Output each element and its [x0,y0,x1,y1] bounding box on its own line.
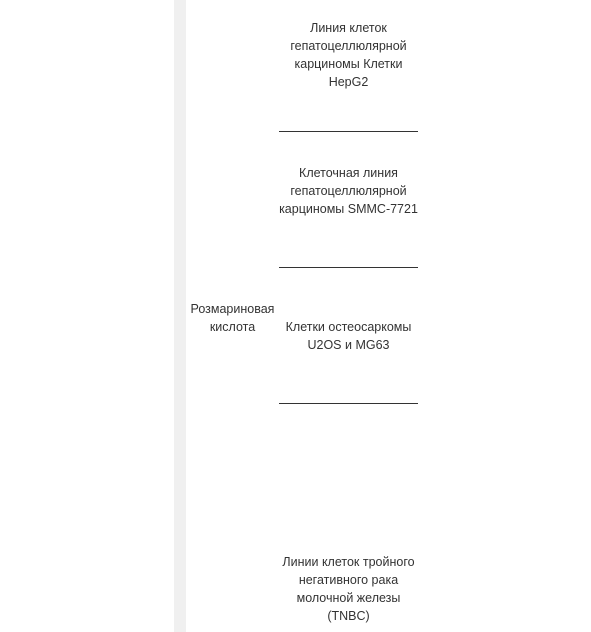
row-divider [279,131,418,132]
compound-column [186,0,279,632]
row-divider [279,403,418,404]
row-divider [279,267,418,268]
compound-name-cell: Розмариновая кислота [190,302,275,334]
page-margin [0,0,174,632]
cell-line-tnbc: Линии клеток тройного негативного рака молочной железы (TNBC) [282,555,415,623]
table-side-border [174,0,186,632]
cell-line-column [279,0,418,632]
cell-line-osteosarcoma: Клетки остеосаркомы U2OS и MG63 [285,320,412,352]
cell-line-hepg2: Линия клеток гепатоцеллюлярной карциномы Клетки HepG2 [290,21,407,89]
cell-line-smmc7721: Клеточная линия гепатоцеллюлярной карциномы SMMC-7721 [279,166,418,216]
